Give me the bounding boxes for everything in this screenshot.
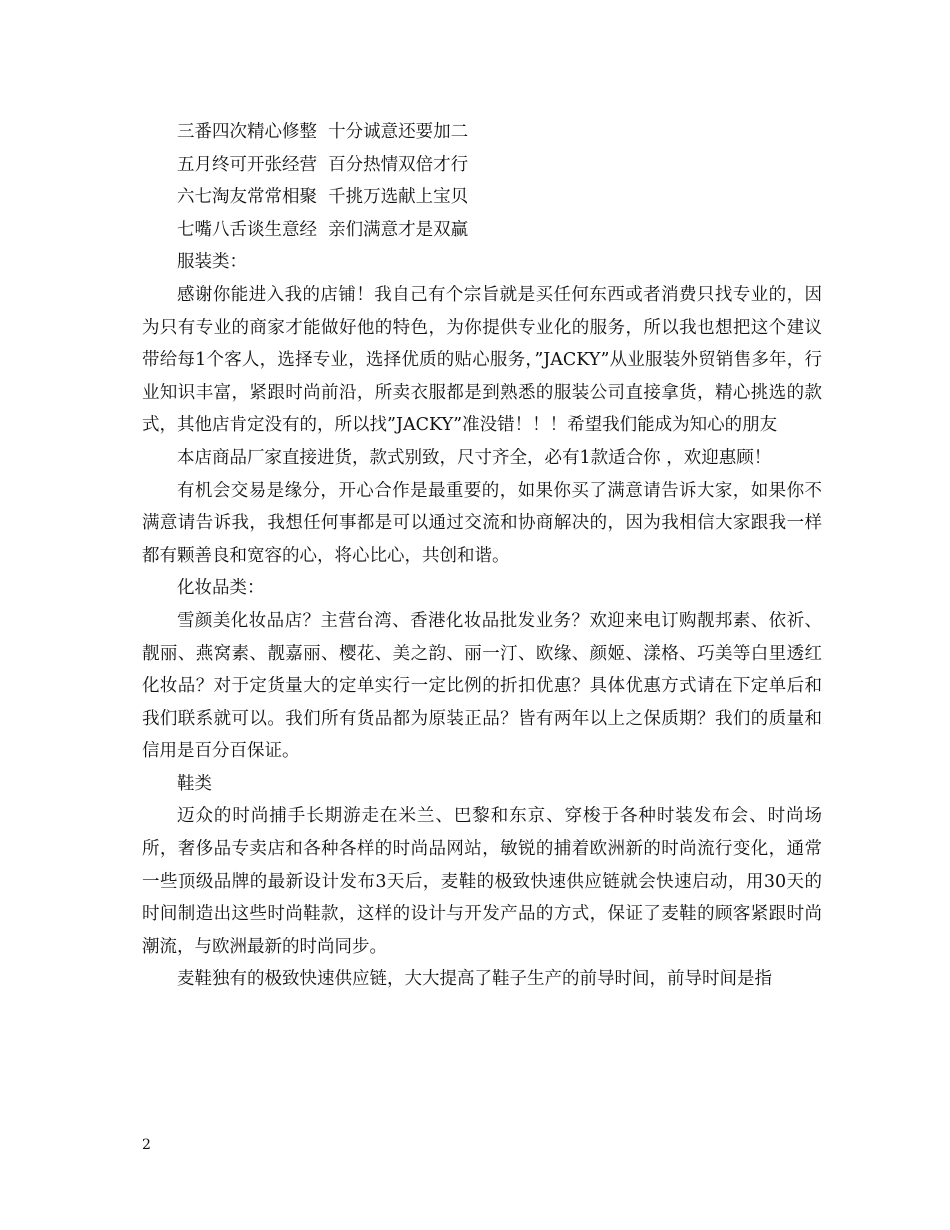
paragraph: 六七淘友常常相聚 千挑万选献上宝贝 xyxy=(177,187,469,208)
paragraph: 七嘴八舌谈生意经 亲们满意才是双赢 xyxy=(177,219,469,240)
paragraph: 三番四次精心修整 十分诚意还要加二 xyxy=(177,122,469,142)
section-heading: 化妆品类： xyxy=(177,578,265,599)
paragraph: 雪颜美化妆品店？主营台湾、香港化妆品批发业务？欢迎来电订购靓邦素、依祈、靓丽、燕窝素、靓嘉丽、樱花、美之韵、丽一汀、欧缘、颜姬、漾格、巧美等白里透红化妆品？对于定货量大的定单实行一定比例的折扣优惠？具体优惠方式请在下定单后和我们联系就可以。我们所有货品都为原装正品？皆有两年以上之保质期？我们的质量和信用是百分百保证。 xyxy=(142,610,822,762)
paragraph: 麦鞋独有的极致快速供应链，大大提高了鞋子生产的前导时间，前导时间是指 xyxy=(177,969,772,990)
section-heading: 服装类： xyxy=(177,252,247,273)
page-number: 2 xyxy=(142,1137,151,1153)
paragraph: 本店商品厂家直接进货，款式别致，尺寸齐全，必有1款适合你 ，欢迎惠顾！ xyxy=(177,447,772,468)
section-heading: 鞋类 xyxy=(177,773,212,794)
paragraph: 迈众的时尚捕手长期游走在米兰、巴黎和东京、穿梭于各种时装发布会、时尚场所，奢侈品专卖店和各种各样的时尚品网站，敏锐的捕着欧洲新的时尚流行变化，通常一些顶级品牌的最新设计发布3天后，麦鞋的极致快速供应链就会快速启动，用30天的时间制造出这些时尚鞋款，这样的设计与开发产品的方式，保证了麦鞋的顾客紧跟时尚潮流，与欧洲最新的时尚同步。 xyxy=(142,806,822,957)
body-text xyxy=(142,116,822,996)
paragraph: 感谢你能进入我的店铺！我自己有个宗旨就是买任何东西或者消费只找专业的，因为只有专业的商家才能做好他的特色，为你提供专业化的服务，所以我也想把这个建议带给每1个客人，选择专业，选择优质的贴心服务，”JACKY”从业服装外贸销售多年，行业知识丰富，紧跟时尚前沿，所卖衣服都是到熟悉的服装公司直接拿货，精心挑选的款式，其他店肯定没有的，所以找”JACKY”准没错！！！希望我们能成为知心的朋友 xyxy=(142,284,822,436)
paragraph: 五月终可开张经营 百分热情双倍才行 xyxy=(177,154,469,175)
paragraph: 有机会交易是缘分，开心合作是最重要的，如果你买了满意请告诉大家，如果你不满意请告诉我，我想任何事都是可以通过交流和协商解决的，因为我相信大家跟我一样都有颗善良和宽容的心，将心比心，共创和谐。 xyxy=(142,480,822,566)
